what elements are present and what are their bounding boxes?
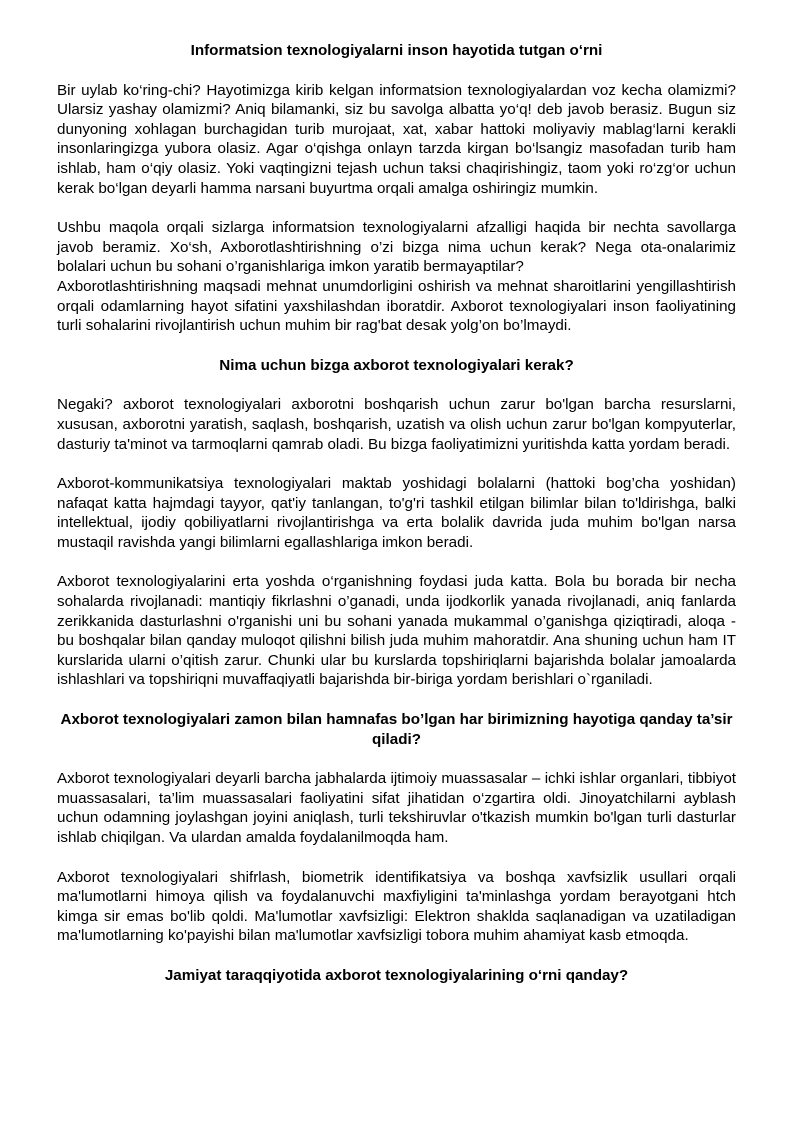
paragraph-2b: Axborotlashtirishning maqsadi mehnat unumdorligini oshirish va mehnat sharoitlarini yengillashtirish orqali odamlarning hayot sifatini yaxshilashdan iboratdir. Axborot texnologiyalari inson faoliyatining turli sohalarini rivojlantirish uchun muhim bir rag'bat desak yolg’on bo’lmaydi. xyxy=(57,277,736,335)
paragraph-3: Negaki? axborot texnologiyalari axborotni boshqarish uchun zarur bo'lgan barcha resurslarni, xususan, axborotni yaratish, saqlash, boshqarish, uzatish va olish uchun zarur bo'lgan kompyuterlar, dasturiy ta'minot va tarmoqlarni qamrab oladi. Bu bizga faoliyatimizni yuritishda katta yordam beradi. xyxy=(57,396,736,453)
document-page xyxy=(57,41,736,986)
paragraph-4: Axborot-kommunikatsiya texnologiyalari maktab yoshidagi bolalarni (hattoki bog’cha yoshidan) nafaqat katta hajmdagi tayyor, qat'iy tanlangan, to'g'ri tashkil etilgan bilimlar bilan to'ldirishga, balki intellektual, ijodiy qobiliyatlarni rivojlantirishga va erta bolalik davrida juda muhim bo'lgan narsa mustaqil ravishda yangi bilimlarni egallashlariga imkon beradi. xyxy=(57,475,736,551)
heading-4: Jamiyat taraqqiyotida axborot texnologiyalarining o‘rni qanday? xyxy=(164,966,629,984)
paragraph-2a: Ushbu maqola orqali sizlarga informatsion texnologiyalarni afzalligi haqida bir nechta savollarga javob beramiz. Xo‘sh, Axborotlashtirishning o’zi bizga nima uchun kerak? Nega ota-onalarimiz bolalari uchun bu sohani o’rganishlariga imkon yaratib bermayaptilar? xyxy=(57,219,736,276)
paragraph-5: Axborot texnologiyalarini erta yoshda o‘rganishning foydasi juda katta. Bola bu borada bir necha sohalarda rivojlanadi: mantiqiy fikrlashni o’ganadi, unda ijodkorlik yanada rivojlanadi, aniq fanlarda zerikkanida dasturlashni o'rganishi uni bu sohani yanada mukammal o’ganishga qiziqtiradi, aloqa - bu boshqalar bilan qanday muloqot qilishni bilish juda muhim mahoratdir. Ana shuning uchun ham IT kurslarida ularni o’qitish zarur. Chunki ular bu kurslarda topshiriqlarni bajarishda bolalar jamoalarda ishlashlari va topshiriqni muvaffaqiyatli bajarishda bir-biriga yordam berishlari o`rganiladi. xyxy=(57,573,736,689)
paragraph-6: Axborot texnologiyalari deyarli barcha jabhalarda ijtimoiy muassasalar – ichki ishlar organlari, tibbiyot muassasalari, ta’lim muassasalari faoliyatini sifat jihatidan o‘zgartira oldi. Jinoyatchilarni ayblash uchun odamning joylashgan joyini aniqlash, turli tekshiruvlar o'tkazish mumkin bo'lgan turli dasturlar ishlab chiqilgan. Va ulardan amalda foydalanilmoqda ham. xyxy=(57,770,736,846)
heading-3: Axborot texnologiyalari zamon bilan hamnafas bo’lgan har birimizning hayotiga qanday ta’sir qiladi? xyxy=(60,711,733,748)
paragraph-7: Axborot texnologiyalari shifrlash, biometrik identifikatsiya va boshqa xavfsizlik usullari orqali ma'lumotlarni himoya qilish va foydalanuvchi maxfiyligini ta'minlashga yordam berayotgani htch kimga sir emas bo'lib qoldi. Ma'lumotlar xavfsizligi: Elektron shaklda saqlanadigan va uzatiladigan ma'lumotlarning ko'payishi bilan ma'lumotlar xavfsizligi tobora muhim ahamiyat kasb etmoqda. xyxy=(57,868,736,945)
heading-1: Informatsion texnologiyalarni inson hayotida tutgan o‘rni xyxy=(190,42,603,59)
paragraph-1: Bir uylab ko‘ring-chi? Hayotimizga kirib kelgan informatsion texnologiyalardan voz kecha olamizmi? Ularsiz yashay olamizmi? Aniq bilamanki, siz bu savolga albatta yo‘q! deb javob berasiz. Bugun siz dunyoning xohlagan burchagidan turib murojaat, xat, xabar hattoki moliyaviy mablag‘larni kerakli insonlaringizga yubora olasiz. Agar o‘qishga onlayn tarzda kirgan bo‘lsangiz masofadan turib ham ishlab, ham o‘qiy olasiz. Yoki vaqtingizni tejash uchun taksi chaqirishingiz, taom yoki ro‘zg‘or uchun kerak bo‘lgan deyarli hamma narsani buyurtma orqali amalga oshiringiz mumkin. xyxy=(57,81,736,197)
heading-2: Nima uchun bizga axborot texnologiyalari kerak? xyxy=(219,356,574,374)
